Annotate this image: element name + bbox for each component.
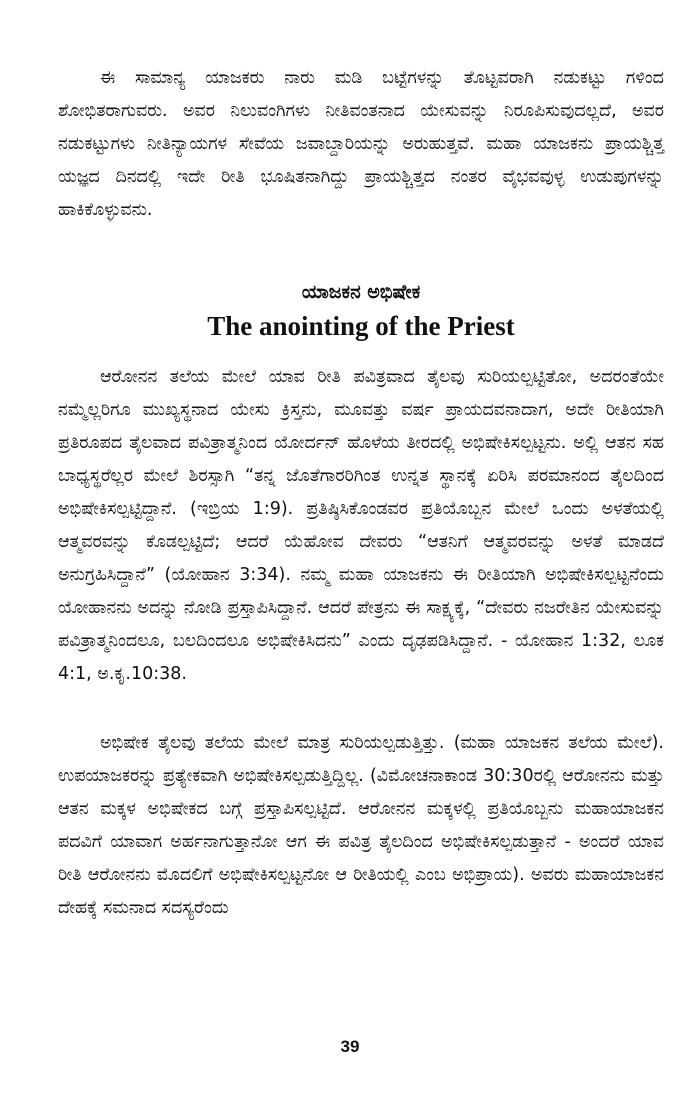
paragraph-intro: ಈ ಸಾಮಾನ್ಯ ಯಾಜಕರು ನಾರು ಮಡಿ ಬಟ್ಟೆಗಳನ್ನು ತೊಟ್ಟವರಾಗಿ ನಡುಕಟ್ಟು ಗಳಿಂದ ಶೋಭಿತರಾಗುವರು. ಅವರ ನಿಲುವಂಗಿಗಳು ನೀತಿವಂತನಾದ ಯೇಸುವನ್ನು ನಿರೂಪಿಸುವುದಲ್ಲದೆ, ಅವರ ನಡುಕಟ್ಟುಗಳು ನೀತಿನ್ಯಾಯಗಳ ಸೇವೆಯ ಜವಾಬ್ದಾರಿಯನ್ನು ಅರುಹುತ್ತವೆ. ಮಹಾ ಯಾಜಕನು ಪ್ರಾಯಶ್ಚಿತ್ತ ಯಜ್ಞದ ದಿನದಲ್ಲಿ ಇದೇ ರೀತಿ ಭೂಷಿತನಾಗಿದ್ದು ಪ್ರಾಯಶ್ಚಿತ್ತದ ನಂತರ ವೈಭವವುಳ್ಳ ಉಡುಪುಗಳನ್ನು ಹಾಕಿಕೊಳ್ಳುವನು. bbox=[58, 68, 664, 220]
paragraph-oil: ಅಭಿಷೇಕ ತೈಲವು ತಲೆಯ ಮೇಲೆ ಮಾತ್ರ ಸುರಿಯಲ್ಪಡುತ್ತಿತ್ತು. (ಮಹಾ ಯಾಜಕನ ತಲೆಯ ಮೇಲೆ). ಉಪಯಾಜಕರನ್ನು ಪ್ರತ್ಯೇಕವಾಗಿ ಅಭಿಷೇಕಿಸಲ್ಪಡುತ್ತಿದ್ದಿಲ್ಲ. (ವಿಮೋಚನಾಕಾಂಡ 30:30ರಲ್ಲಿ ಆರೋನನು ಮತ್ತು ಆತನ ಮಕ್ಕಳ ಅಭಿಷೇಕದ ಬಗ್ಗೆ ಪ್ರಸ್ತಾಪಿಸಲ್ಪಟ್ಟಿದೆ. ಆರೋನನ ಮಕ್ಕಳಲ್ಲಿ ಪ್ರತಿಯೊಬ್ಬನು ಮಹಾಯಾಜಕನ ಪದವಿಗೆ ಯಾವಾಗ ಅರ್ಹನಾಗುತ್ತಾನೋ ಆಗ ಈ ಪವಿತ್ರ ತೈಲದಿಂದ ಅಭಿಷೇಕಿಸಲ್ಪಡುತ್ತಾನೆ - ಅಂದರೆ ಯಾವ ರೀತಿ ಆರೋನನು ಮೊದಲಿಗೆ ಅಭಿಷೇಕಿಸಲ್ಪಟ್ಟನೋ ಆ ರೀತಿಯಲ್ಲಿ ಎಂಬ ಅಭಿಪ್ರಾಯ). ಅವರು ಮಹಾಯಾಜಕನ ದೇಹಕ್ಕೆ ಸಮನಾದ ಸದಸ್ಯರೆಂದು bbox=[58, 733, 664, 918]
spacer bbox=[58, 227, 664, 277]
page-number: 39 bbox=[340, 1037, 360, 1056]
spacer bbox=[58, 691, 664, 727]
section-heading-kannada: ಯಾಜಕನ ಅಭಿಷೇಕ bbox=[301, 281, 421, 303]
paragraph-anointing: ಆರೋನನ ತಲೆಯ ಮೇಲೆ ಯಾವ ರೀತಿ ಪವಿತ್ರವಾದ ತೈಲವು ಸುರಿಯಲ್ಪಟ್ಟಿತೋ, ಅದರಂತೆಯೇ ನಮ್ಮೆಲ್ಲರಿಗೂ ಮುಖ್ಯಸ್ಥನಾದ ಯೇಸು ಕ್ರಿಸ್ತನು, ಮೂವತ್ತು ವರ್ಷ ಪ್ರಾಯದವನಾದಾಗ, ಅದೇ ರೀತಿಯಾಗಿ ಪ್ರತಿರೂಪದ ತೈಲವಾದ ಪವಿತ್ರಾತ್ಮನಿಂದ ಯೋರ್ದನ್ ಹೊಳೆಯ ತೀರದಲ್ಲಿ ಅಭಿಷೇಕಿಸಲ್ಪಟ್ಟನು. ಅಲ್ಲಿ ಆತನ ಸಹ ಬಾಧ್ಯಸ್ಥರೆಲ್ಲರ ಮೇಲೆ ಶಿರಸ್ಸಾಗಿ “ತನ್ನ ಜೊತೆಗಾರರಿಗಿಂತ ಉನ್ನತ ಸ್ಥಾನಕ್ಕೆ ಏರಿಸಿ ಪರಮಾನಂದ ತೈಲದಿಂದ ಅಭಿಷೇಕಿಸಲ್ಪಟ್ಟಿದ್ದಾನೆ. (ಇಬ್ರಿಯ 1:9). ಪ್ರತಿಷ್ಠಿಸಿಕೊಂಡವರ ಪ್ರತಿಯೊಬ್ಬನ ಮೇಲೆ ಒಂದು ಅಳತೆಯಲ್ಲಿ ಆತ್ಮವರವನ್ನು ಕೊಡಲ್ಪಟ್ಟಿದೆ; ಆದರೆ ಯೆಹೋವ ದೇವರು “ಆತನಿಗೆ ಆತ್ಮವರವನ್ನು ಅಳತೆ ಮಾಡದೆ ಅನುಗ್ರಹಿಸಿದ್ದಾನೆ” (ಯೋಹಾನ 3:34). ನಮ್ಮ ಮಹಾ ಯಾಜಕನು ಈ ರೀತಿಯಾಗಿ ಅಭಿಷೇಕಿಸಲ್ಪಟ್ಟನೆಂದು ಯೋಹಾನನು ಅದನ್ನು ನೋಡಿ ಪ್ರಸ್ತಾಪಿಸಿದ್ದಾನೆ. ಆದರೆ ಪೇತ್ರನು ಈ ಸಾಕ್ಷ್ಯಕ್ಕೆ, “ದೇವರು ನಜರೇತಿನ ಯೇಸುವನ್ನು ಪವಿತ್ರಾತ್ಮನಿಂದಲೂ, ಬಲದಿಂದಲೂ ಅಭಿಷೇಕಿಸಿದನು” ಎಂದು ದೃಢಪಡಿಸಿದ್ದಾನೆ. - ಯೋಹಾನ 1:32, ಲೂಕ 4:1, ಅ.ಕೃ.10:38. bbox=[58, 367, 664, 684]
spacer bbox=[58, 343, 664, 361]
section-heading-english: The anointing of the Priest bbox=[207, 311, 515, 341]
